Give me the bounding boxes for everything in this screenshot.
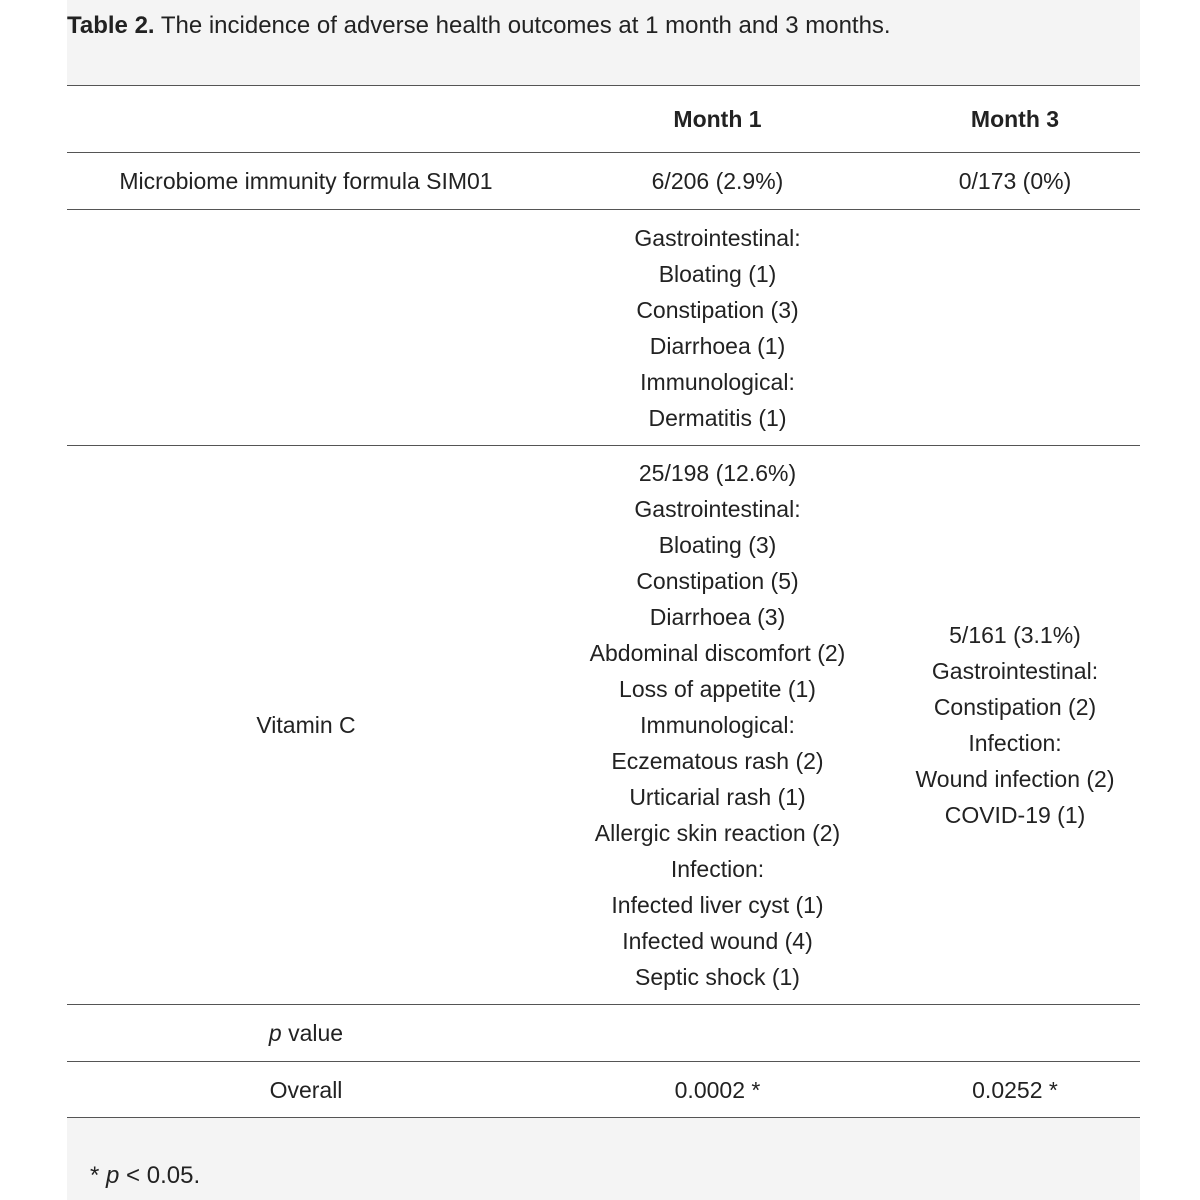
row-vitamin-c-month3 [890, 446, 1140, 1004]
table-cell: 5/161 (3.1%) [949, 622, 1081, 648]
table-cell: Eczematous rash (2) [611, 748, 824, 774]
table-cell: Diarrhoea (1) [649, 332, 786, 359]
table-cell: Infected wound (4) [622, 928, 813, 954]
table-cell: Dermatitis (1) [648, 404, 787, 431]
footnote-text: < 0.05. [119, 1162, 201, 1189]
row-sim01-details-month1 [545, 210, 890, 445]
table-cell: Constipation (2) [933, 694, 1097, 720]
row-label-p-value [67, 1005, 545, 1061]
row-label-overall: Overall [269, 1077, 343, 1103]
table-caption [67, 10, 1140, 42]
table-cell: Infected liver cyst (1) [611, 892, 824, 918]
p-value-text: value [281, 1020, 344, 1046]
table-cell: Infection: [670, 856, 765, 882]
row-sim01-month3 [890, 153, 1140, 209]
row-overall-month3 [890, 1062, 1140, 1118]
table-cell: Gastrointestinal: [634, 496, 801, 522]
row-vitamin-c-month1 [545, 446, 890, 1004]
table-cell: 0/173 (0%) [958, 168, 1072, 194]
row-overall-month1 [545, 1062, 890, 1118]
table-cell: Allergic skin reaction (2) [594, 820, 841, 846]
table-cell: COVID-19 (1) [944, 802, 1086, 828]
table-footnote [90, 1158, 200, 1194]
table-cell: Constipation (5) [636, 568, 799, 594]
table-cell: Infection: [968, 730, 1062, 756]
table-cell: Bloating (3) [658, 532, 777, 558]
table-cell: Bloating (1) [658, 260, 777, 287]
table-cell: Immunological: [640, 368, 795, 395]
p-symbol: p [268, 1020, 282, 1046]
header-month-3: Month 3 [970, 105, 1060, 132]
table-cell: 0.0002 * [674, 1077, 761, 1103]
caption-text: The incidence of adverse health outcomes at 1 month and 3 months. [154, 12, 891, 39]
table-bottom-rule [67, 1117, 1140, 1118]
table-cell: Immunological: [640, 712, 795, 738]
caption-label: Table 2. [67, 12, 155, 39]
table-cell: 25/198 (12.6%) [638, 460, 797, 486]
table-cell: 0.0252 * [972, 1077, 1058, 1103]
table-cell: Wound infection (2) [915, 766, 1115, 792]
table-cell: Gastrointestinal: [634, 224, 801, 251]
footnote-p: p [106, 1162, 120, 1189]
table-cell: Urticarial rash (1) [629, 784, 806, 810]
table-cell: Constipation (3) [636, 296, 799, 323]
row-sim01-month1 [545, 153, 890, 209]
adverse-outcomes-table [67, 85, 1140, 1118]
header-month-1: Month 1 [673, 105, 762, 132]
table-cell: Septic shock (1) [635, 964, 800, 990]
table-cell: Abdominal discomfort (2) [589, 640, 846, 666]
table-cell: 6/206 (2.9%) [651, 168, 784, 194]
row-label-sim01: Microbiome immunity formula SIM01 [119, 168, 493, 194]
row-label-vitamin-c: Vitamin C [256, 712, 356, 738]
table-cell: Gastrointestinal: [931, 658, 1099, 684]
table-cell: Loss of appetite (1) [619, 676, 816, 702]
table-cell: Diarrhoea (3) [649, 604, 786, 630]
footnote-prefix: * [90, 1162, 107, 1189]
